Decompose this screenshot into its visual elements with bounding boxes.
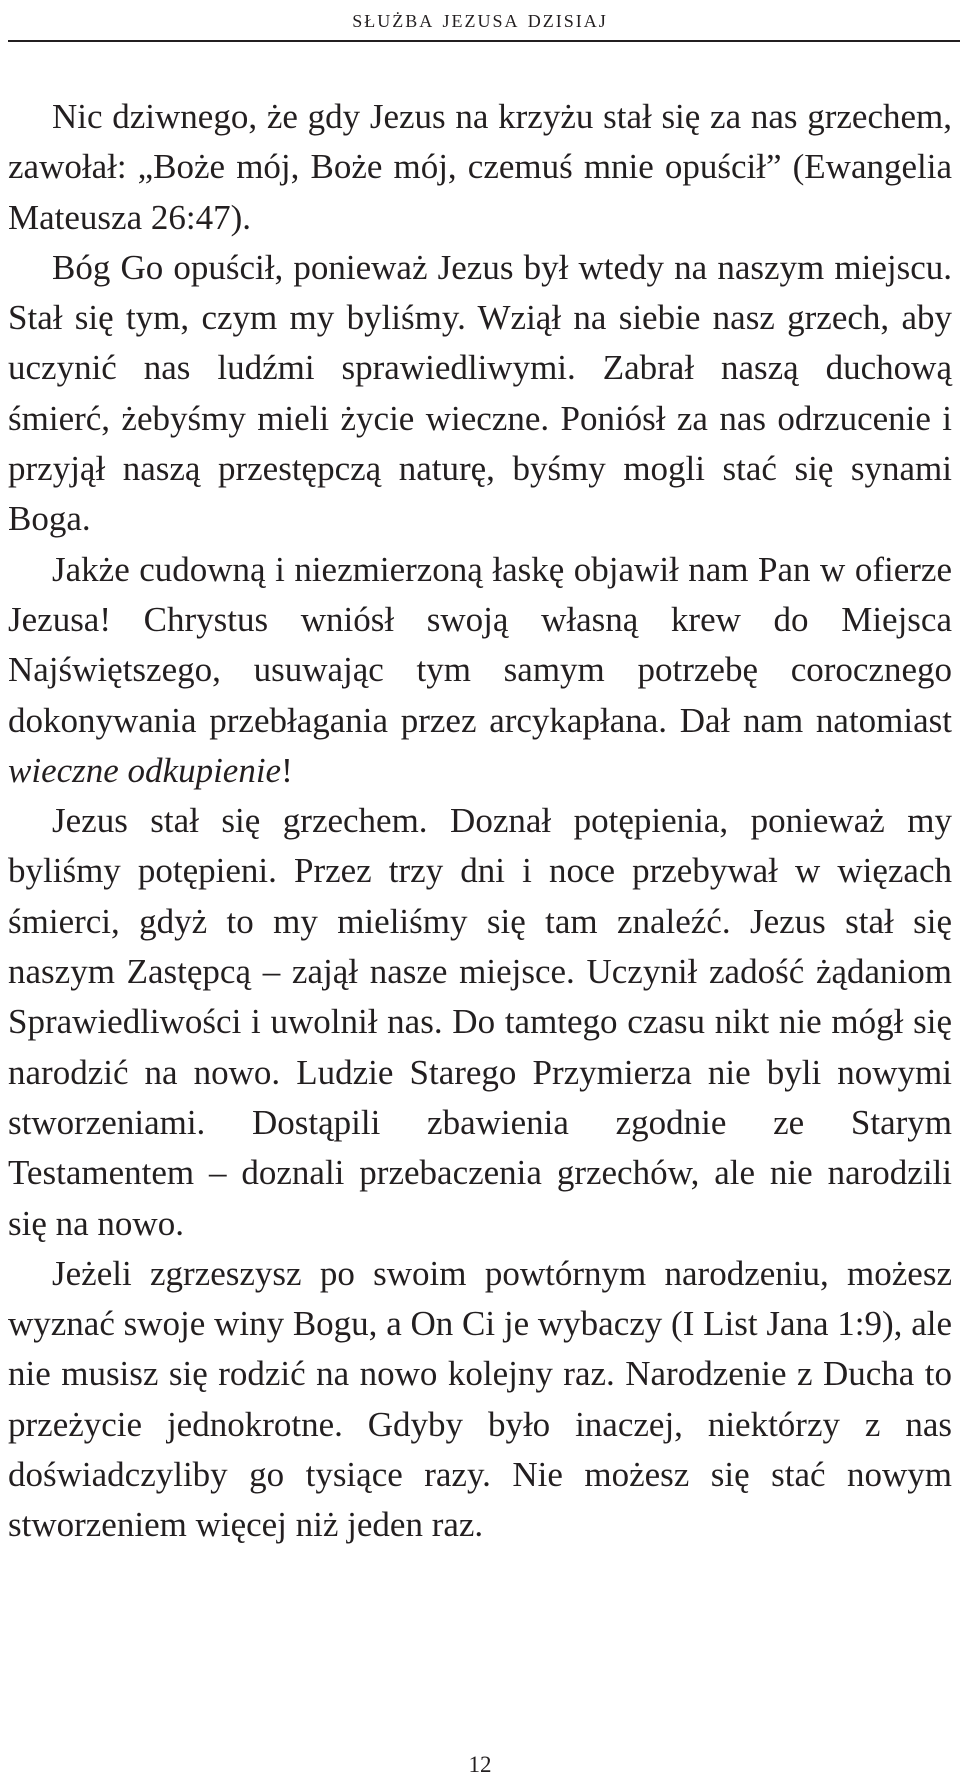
paragraph-5: Jeżeli zgrzeszysz po swoim powtórnym narodzeniu, możesz wyznać swoje winy Bogu, a On Ci je wybaczy (I List Jana 1:9), ale nie musisz się rodzić na nowo kolejny raz. Narodzenie z Ducha to przeżycie jednokrotne. Gdyby było inaczej, niektórzy z nas doświadczyliby go tysiące razy. Nie możesz się stać nowym stworzeniem więcej niż jeden raz. [8,1253,952,1545]
paragraph-3-end: ! [281,750,293,790]
header-rule [8,40,960,42]
paragraph-3 [8,545,952,796]
emphasis-eternal-redemption: wieczne odkupienie [8,750,282,790]
paragraph-4: Jezus stał się grzechem. Doznał potępienia, ponieważ my byliśmy potępieni. Przez trzy dni i noce przebywał w więzach śmierci, gdyż to my mieliśmy się tam znaleźć. Jezus stał się naszym Zastępcą – zajął nasze miejsce. Uczynił zadość żądaniom Sprawiedliwości i uwolnił nas. Do tamtego czasu nikt nie mógł się narodzić na nowo. Ludzie Starego Przymierza nie byli nowymi stworzeniami. Dostąpili zbawienia zgodnie ze Starym Testamentem – doznali przebaczenia grzechów, ale nie narodzili się na nowo. [8,801,952,1243]
body-text [8,92,952,1551]
running-head: służba jezusa dzisiaj [352,6,608,33]
page-number: 12 [468,1752,492,1777]
paragraph-1: Nic dziwnego, że gdy Jezus na krzyżu stał się za nas grzechem, zawołał: „Boże mój, Boże mój, czemuś mnie opuścił” (Ewangelia Mateusza 26:47). [8,97,952,237]
paragraph-3-text: Jakże cudowną i niezmierzoną łaskę objawił nam Pan w ofierze Jezusa! Chrystus wniósł swoją własną krew do Miejsca Najświętszego, usuwając tym samym potrzebę corocznego dokonywania przebłagania przez arcykapłana. Dał nam natomiast [8,549,952,740]
paragraph-2: Bóg Go opuścił, ponieważ Jezus był wtedy na naszym miejscu. Stał się tym, czym my byliśmy. Wziął na siebie nasz grzech, aby uczynić nas ludźmi sprawiedliwymi. Zabrał naszą duchową śmierć, żebyśmy mieli życie wieczne. Poniósł za nas odrzucenie i przyjął naszą przestępczą naturę, byśmy mogli stać się synami Boga. [8,247,952,539]
